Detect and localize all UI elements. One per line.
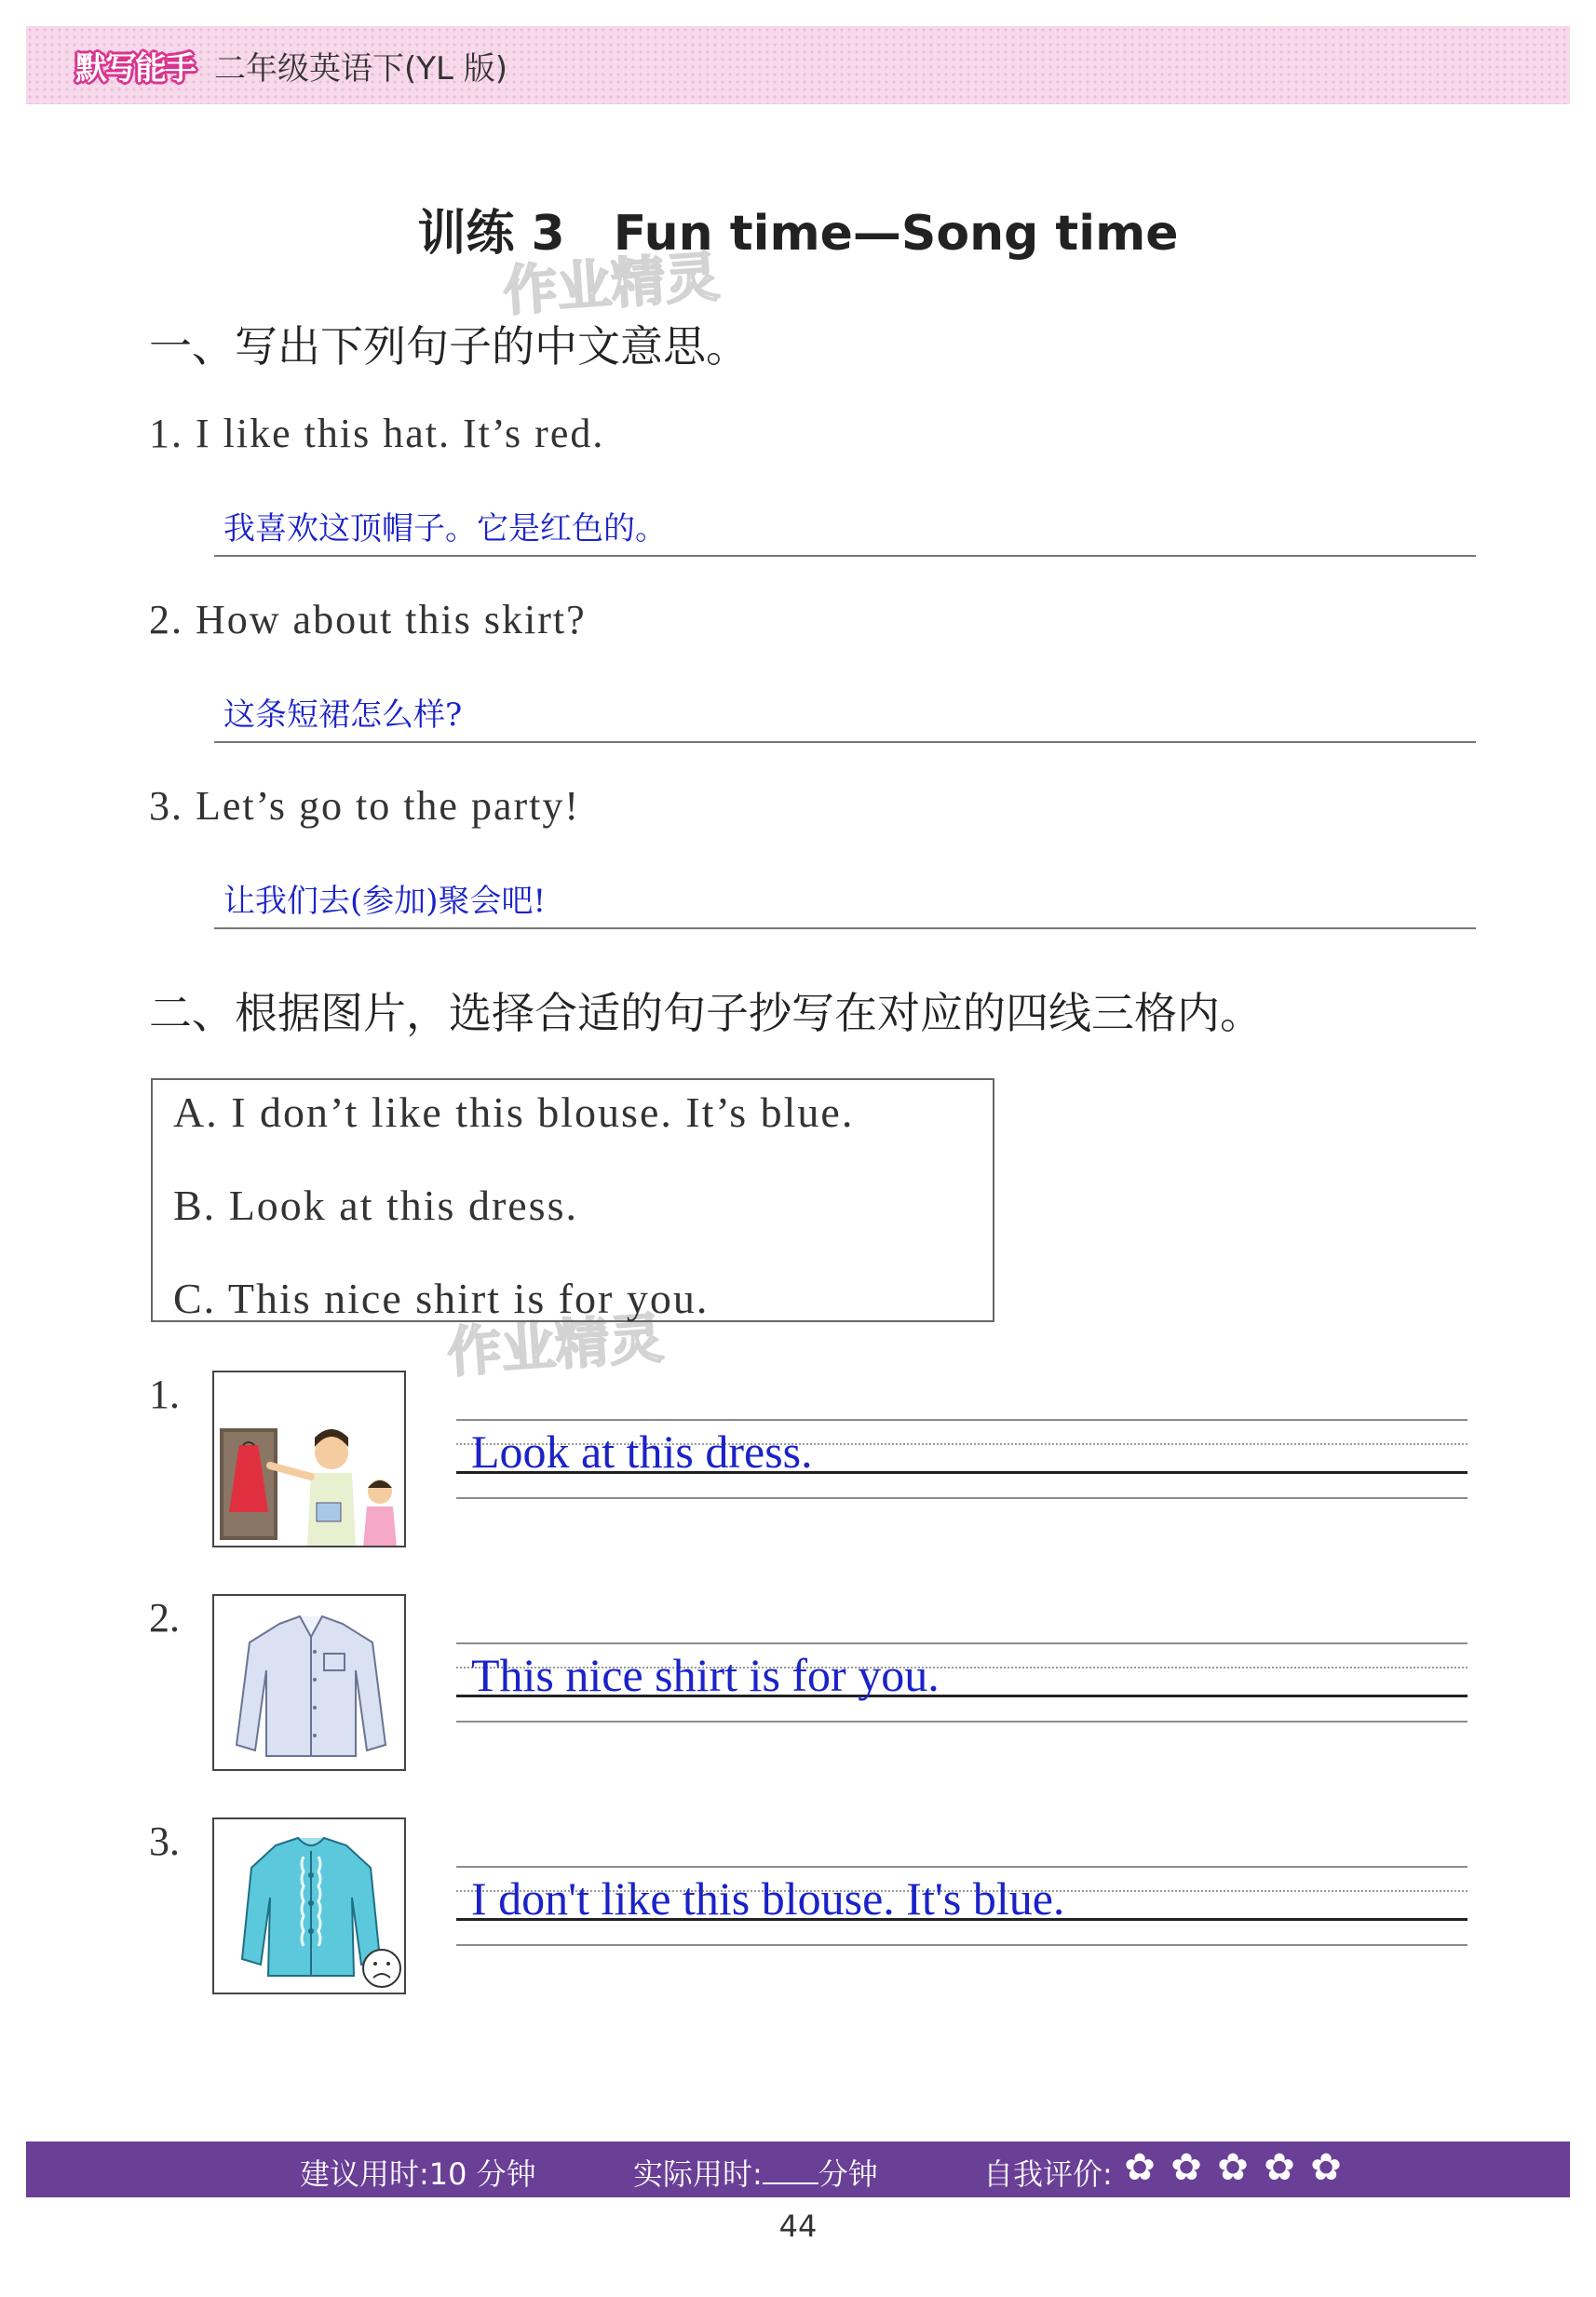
question-2 (149, 596, 587, 643)
option-letter: B. (173, 1182, 217, 1229)
answer-line (214, 927, 1476, 929)
answer-line (214, 741, 1476, 743)
four-line-writing-area-1 (456, 1419, 1468, 1497)
option-text: Look at this dress. (228, 1182, 578, 1229)
actual-time-blank (763, 2182, 818, 2184)
actual-time-unit: 分钟 (818, 2156, 878, 2192)
question-1 (149, 410, 604, 457)
book-title: 二年级英语下(YL 版) (214, 50, 508, 88)
sad-face-icon (363, 1950, 400, 1987)
option-text: I don’t like this blouse. It’s blue. (231, 1088, 855, 1136)
option-letter: C. (173, 1275, 217, 1322)
blouse-illustration (214, 1819, 406, 1994)
question-text: How about this skirt? (196, 597, 587, 642)
answer-2: 这条短裙怎么样? (223, 696, 463, 734)
watermark: 作业精灵 (445, 1305, 666, 1385)
item-1-number: 1. (149, 1371, 180, 1417)
item-3-number: 3. (149, 1818, 180, 1864)
answer-1: 我喜欢这顶帽子。它是红色的。 (223, 510, 667, 547)
page-number: 44 (778, 2209, 818, 2244)
option-text: This nice shirt is for you. (227, 1275, 710, 1322)
answer-line (214, 555, 1476, 557)
flower-star-icon: ✿ (1310, 2146, 1342, 2189)
question-text: I like this hat. It’s red. (196, 411, 605, 456)
question-number: 1. (149, 411, 183, 456)
brand-logo: 默写能手 (75, 49, 195, 88)
question-text: Let’s go to the party! (196, 783, 581, 829)
question-number: 3. (149, 783, 183, 829)
shirt-illustration (214, 1596, 406, 1771)
option-letter: A. (173, 1088, 219, 1136)
dress-scene-illustration (214, 1372, 406, 1547)
actual-time-label: 实际用时: (633, 2156, 763, 2192)
watermark: 作业精灵 (501, 244, 722, 323)
written-answer-1: Look at this dress. (471, 1425, 813, 1478)
self-eval-stars (1119, 2147, 1346, 2188)
question-number: 2. (149, 597, 183, 642)
lesson-title: 训练 3 Fun time—Song time (417, 206, 1179, 262)
woman-girl-dress-picture (212, 1371, 406, 1547)
question-3 (149, 782, 580, 830)
option-c (173, 1274, 709, 1323)
flower-star-icon: ✿ (1124, 2146, 1156, 2189)
four-line-writing-area-3 (456, 1866, 1468, 1944)
option-a (173, 1088, 854, 1137)
flower-star-icon: ✿ (1170, 2146, 1202, 2189)
written-answer-3: I don't like this blouse. It's blue. (471, 1872, 1065, 1925)
option-b (173, 1181, 578, 1230)
actual-time (633, 2151, 878, 2194)
flower-star-icon: ✿ (1264, 2146, 1295, 2189)
answer-3: 让我们去(参加)聚会吧! (223, 883, 547, 920)
item-2-number: 2. (149, 1595, 180, 1641)
flower-star-icon: ✿ (1217, 2146, 1249, 2189)
self-eval-label: 自我评价: (983, 2156, 1113, 2192)
section-1-heading: 一、写出下列句子的中文意思。 (149, 321, 749, 372)
options-box (151, 1078, 994, 1322)
shirt-picture (212, 1594, 406, 1771)
written-answer-2: This nice shirt is for you. (471, 1649, 940, 1701)
section-2-heading: 二、根据图片，选择合适的句子抄写在对应的四线三格内。 (149, 988, 1263, 1038)
four-line-writing-area-2 (456, 1642, 1468, 1721)
blouse-picture (212, 1817, 406, 1994)
suggested-time: 建议用时:10 分钟 (300, 2156, 536, 2192)
